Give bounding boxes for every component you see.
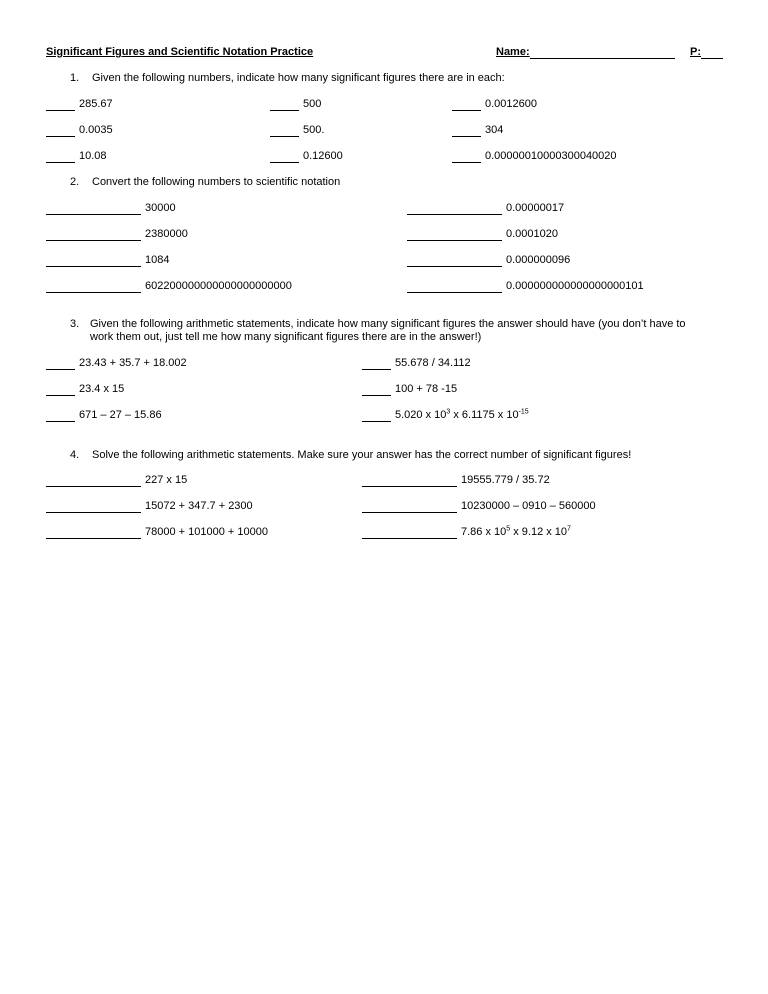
q1-item [452, 124, 503, 137]
answer-blank[interactable] [407, 281, 502, 293]
q2-item [407, 228, 558, 241]
answer-blank[interactable] [46, 151, 75, 163]
answer-blank[interactable] [362, 475, 457, 487]
item-value: 671 – 27 – 15.86 [79, 409, 162, 421]
question-number: 1. [70, 72, 80, 84]
question-number: 3. [70, 318, 80, 330]
question-number: 4. [70, 449, 80, 461]
question-1 [70, 72, 505, 85]
answer-blank[interactable] [46, 125, 75, 137]
item-value: 500 [303, 98, 322, 110]
answer-blank[interactable] [407, 255, 502, 267]
answer-blank[interactable] [270, 99, 299, 111]
q1-item [270, 124, 324, 137]
q1-item [46, 98, 113, 111]
q1-item [270, 150, 343, 163]
item-value: 0.00000017 [506, 202, 565, 214]
q3-item [362, 409, 529, 422]
q1-item [452, 150, 617, 163]
question-text: Given the following numbers, indicate how many significant figures there are in each: [92, 72, 505, 84]
answer-blank[interactable] [46, 384, 75, 396]
q1-item [270, 98, 321, 111]
question-3 [70, 318, 710, 344]
q3-item [362, 383, 457, 396]
answer-blank[interactable] [46, 358, 75, 370]
worksheet-title: Significant Figures and Scientific Notation Practice [46, 46, 314, 58]
answer-blank[interactable] [452, 151, 481, 163]
item-value: 0.000000096 [506, 254, 571, 266]
q2-item [46, 280, 292, 293]
item-value: 0.0012600 [485, 98, 537, 110]
item-value: 500. [303, 124, 325, 136]
item-value: 10.08 [79, 150, 107, 162]
q3-item [46, 383, 124, 396]
item-value: 0.000000000000000000101 [506, 280, 644, 292]
q2-item [407, 280, 644, 293]
item-value: 304 [485, 124, 504, 136]
question-number: 2. [70, 176, 80, 188]
answer-blank[interactable] [46, 475, 141, 487]
q2-item [46, 202, 176, 215]
q4-item [362, 526, 571, 539]
question-text: Solve the following arithmetic statements. Make sure your answer has the correct number of significant figures! [92, 449, 632, 461]
q4-item [46, 500, 253, 513]
name-blank[interactable] [530, 47, 675, 59]
answer-blank[interactable] [362, 410, 391, 422]
period-field [690, 46, 723, 59]
question-text: Convert the following numbers to scientific notation [92, 176, 341, 188]
question-2 [70, 176, 340, 189]
question-4 [70, 449, 631, 462]
item-value: 5.020 x $10^3$ x 6.1175 x $10^{-15}$ [395, 408, 529, 421]
q4-item [362, 500, 596, 513]
item-value: 0.12600 [303, 150, 343, 162]
answer-blank[interactable] [46, 281, 141, 293]
q2-item [46, 228, 188, 241]
q2-item [46, 254, 169, 267]
item-value: 30000 [145, 202, 176, 214]
item-value: 2380000 [145, 228, 188, 240]
item-value: 0.00000010000300040020 [485, 150, 617, 162]
item-value: 19555.779 / 35.72 [461, 474, 550, 486]
item-value: 1084 [145, 254, 170, 266]
item-value: 7.86 x $10^5$ x 9.12 x $10^7$ [461, 525, 571, 538]
answer-blank[interactable] [362, 501, 457, 513]
q3-item [362, 357, 471, 370]
question-text: Given the following arithmetic statements, indicate how many significant figures the answer should have (you don’t have to work them out, just tell me how many significant figures there are in the answer!) [90, 318, 686, 343]
q1-item [452, 98, 537, 111]
answer-blank[interactable] [46, 410, 75, 422]
item-value: 100 + 78 -15 [395, 383, 458, 395]
answer-blank[interactable] [46, 203, 141, 215]
answer-blank[interactable] [46, 99, 75, 111]
q1-item [46, 124, 113, 137]
answer-blank[interactable] [362, 384, 391, 396]
name-field [496, 46, 675, 59]
item-value: 0.0001020 [506, 228, 558, 240]
item-value: 78000 + 101000 + 10000 [145, 526, 268, 538]
item-value: 285.67 [79, 98, 113, 110]
q3-item [46, 409, 162, 422]
answer-blank[interactable] [452, 125, 481, 137]
period-label: P: [690, 46, 701, 58]
item-value: 227 x 15 [145, 474, 188, 486]
q4-item [46, 474, 187, 487]
q3-item [46, 357, 187, 370]
answer-blank[interactable] [407, 203, 502, 215]
answer-blank[interactable] [270, 151, 299, 163]
item-value: 10230000 – 0910 – 560000 [461, 500, 596, 512]
item-value: 23.43 + 35.7 + 18.002 [79, 357, 187, 369]
answer-blank[interactable] [407, 229, 502, 241]
answer-blank[interactable] [452, 99, 481, 111]
item-value: 23.4 x 15 [79, 383, 125, 395]
q4-item [46, 526, 268, 539]
answer-blank[interactable] [270, 125, 299, 137]
q2-item [407, 254, 570, 267]
item-value: 602200000000000000000000 [145, 280, 292, 292]
answer-blank[interactable] [46, 255, 141, 267]
answer-blank[interactable] [46, 527, 141, 539]
name-label: Name: [496, 46, 530, 58]
item-value: 55.678 / 34.112 [395, 357, 471, 369]
q4-item [362, 474, 550, 487]
answer-blank[interactable] [46, 229, 141, 241]
item-value: 15072 + 347.7 + 2300 [145, 500, 253, 512]
answer-blank[interactable] [46, 501, 141, 513]
answer-blank[interactable] [362, 527, 457, 539]
answer-blank[interactable] [362, 358, 391, 370]
q1-item [46, 150, 107, 163]
q2-item [407, 202, 564, 215]
item-value: 0.0035 [79, 124, 113, 136]
period-blank[interactable] [701, 47, 723, 59]
